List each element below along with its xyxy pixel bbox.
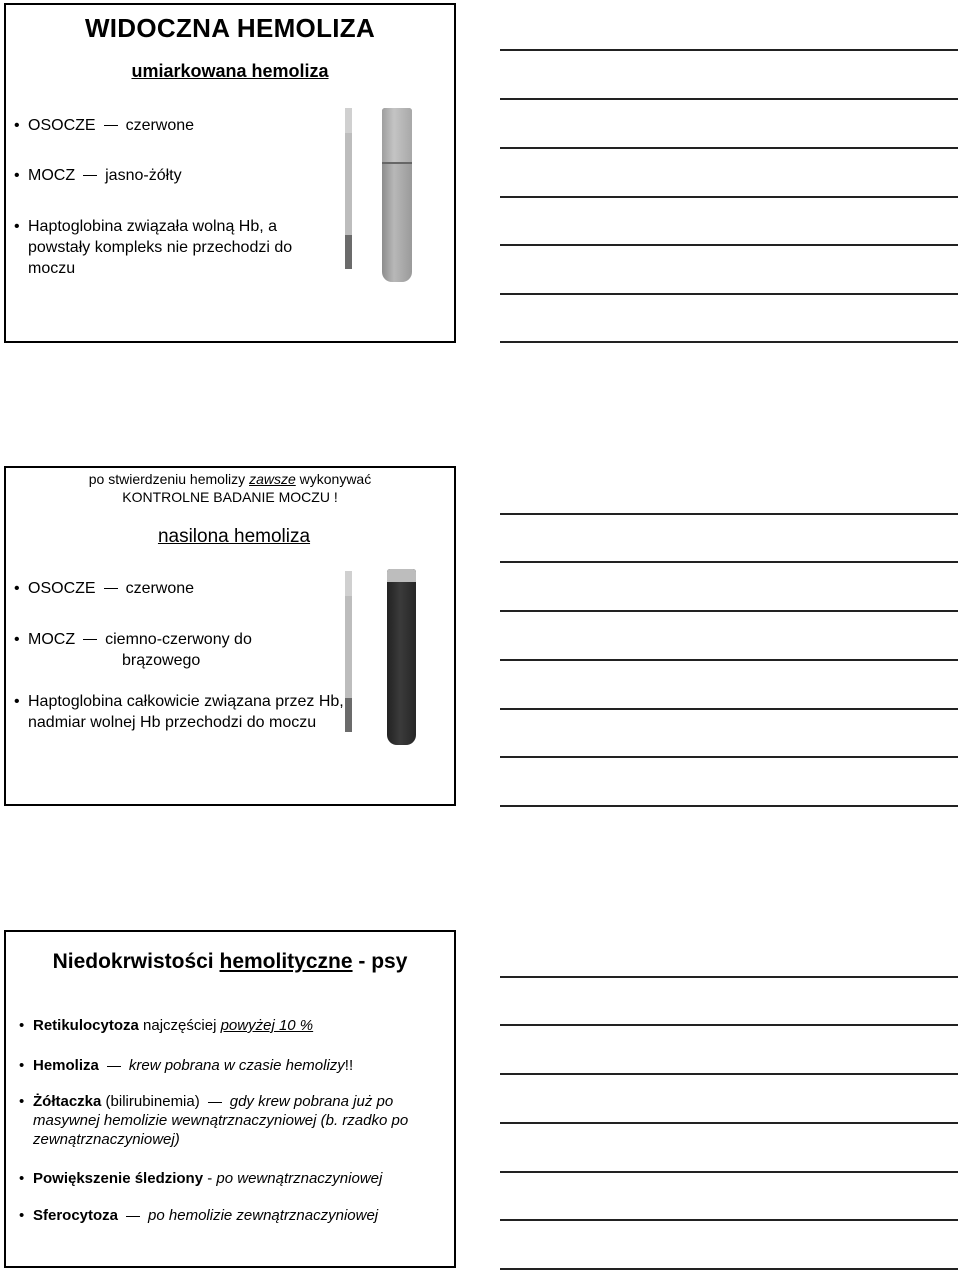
bullet-label: MOCZ xyxy=(28,167,76,184)
title-underlined: hemolityczne xyxy=(219,950,353,973)
bullet-term: Sferocytoza xyxy=(33,1207,119,1224)
bullet-text: - xyxy=(207,1170,213,1187)
slide-hemolytic-anemias-dogs xyxy=(4,930,456,1268)
dash xyxy=(104,588,118,589)
bullet-value: czerwone xyxy=(125,580,195,597)
note-text: po stwierdzeniu hemolizy xyxy=(88,471,246,487)
bullet-term: Powiększenie śledziony xyxy=(33,1170,204,1187)
bullet-value: ciemno-czerwony do xyxy=(105,631,252,648)
bullet-haptoglobin xyxy=(28,691,348,733)
bullet-spherocytosis xyxy=(33,1206,453,1225)
bullet-reticulocytosis xyxy=(33,1016,453,1035)
bullet-label: OSOCZE xyxy=(28,117,96,134)
bullet-text: najczęściej xyxy=(143,1017,217,1034)
bullet-text: !! xyxy=(344,1057,354,1074)
bullet-term: Hemoliza xyxy=(33,1057,99,1074)
note-text: wykonywać xyxy=(299,471,372,487)
bullet-emphasis: po hemolizie zewnątrznaczyniowej xyxy=(148,1207,379,1224)
bullet-term: Retikulocytoza xyxy=(33,1017,139,1034)
urine-test-note xyxy=(6,470,454,506)
note-emphasis: zawsze xyxy=(249,471,296,487)
dash xyxy=(107,1066,121,1067)
note-text: KONTROLNE BADANIE MOCZU ! xyxy=(122,489,338,505)
bullet-text: Haptoglobina całkowicie związana przez Hb, nadmiar wolnej Hb przechodzi do moczu xyxy=(28,693,344,731)
bullet-splenomegaly xyxy=(33,1169,453,1188)
bullet-jaundice xyxy=(33,1092,453,1149)
bullet-hemolysis xyxy=(33,1056,453,1075)
bullet-text: (bilirubinemia) xyxy=(105,1093,200,1110)
dash xyxy=(83,639,97,640)
bullet-urine xyxy=(28,629,348,671)
dash xyxy=(208,1102,222,1103)
slide-visible-hemolysis xyxy=(4,3,456,343)
bullet-plasma xyxy=(28,115,338,136)
slide-title: nasilona hemoliza xyxy=(157,526,311,547)
test-tube-moderate xyxy=(382,108,412,282)
bullet-value: czerwone xyxy=(125,117,195,134)
bullet-emphasis: krew pobrana w czasie hemolizy xyxy=(128,1057,345,1074)
bullet-emphasis: gdy krew pobrana już po masywnej hemolizie wewnątrznaczyniowej (b. rzadko po zewnątrznaczyniowej) xyxy=(33,1093,409,1148)
bullet-emphasis: po wewnątrznaczyniowej xyxy=(216,1170,383,1187)
bullet-value: jasno-żółty xyxy=(105,167,182,184)
bullet-urine xyxy=(28,165,338,186)
dash xyxy=(104,125,118,126)
dash xyxy=(126,1216,140,1217)
bullet-term: Żółtaczka xyxy=(33,1093,102,1110)
bullet-text: Haptoglobina związała wolną Hb, a powstały kompleks nie przechodzi do moczu xyxy=(28,218,293,277)
bullet-emphasis: powyżej 10 % xyxy=(220,1017,314,1034)
slide-severe-hemolysis xyxy=(4,466,456,806)
bullet-haptoglobin xyxy=(28,216,338,279)
test-tube-severe xyxy=(387,569,416,745)
title-part: Niedokrwistości xyxy=(52,950,214,973)
bullet-plasma xyxy=(28,578,348,599)
slide-subtitle: umiarkowana hemoliza xyxy=(131,61,329,81)
bullet-label: OSOCZE xyxy=(28,580,96,597)
bullet-label: MOCZ xyxy=(28,631,76,648)
slide-title: WIDOCZNA HEMOLIZA xyxy=(84,13,376,43)
title-part: - psy xyxy=(358,950,408,973)
slide-title xyxy=(6,950,454,974)
dash xyxy=(83,175,97,176)
bullet-value-cont: brązowego xyxy=(122,652,201,669)
